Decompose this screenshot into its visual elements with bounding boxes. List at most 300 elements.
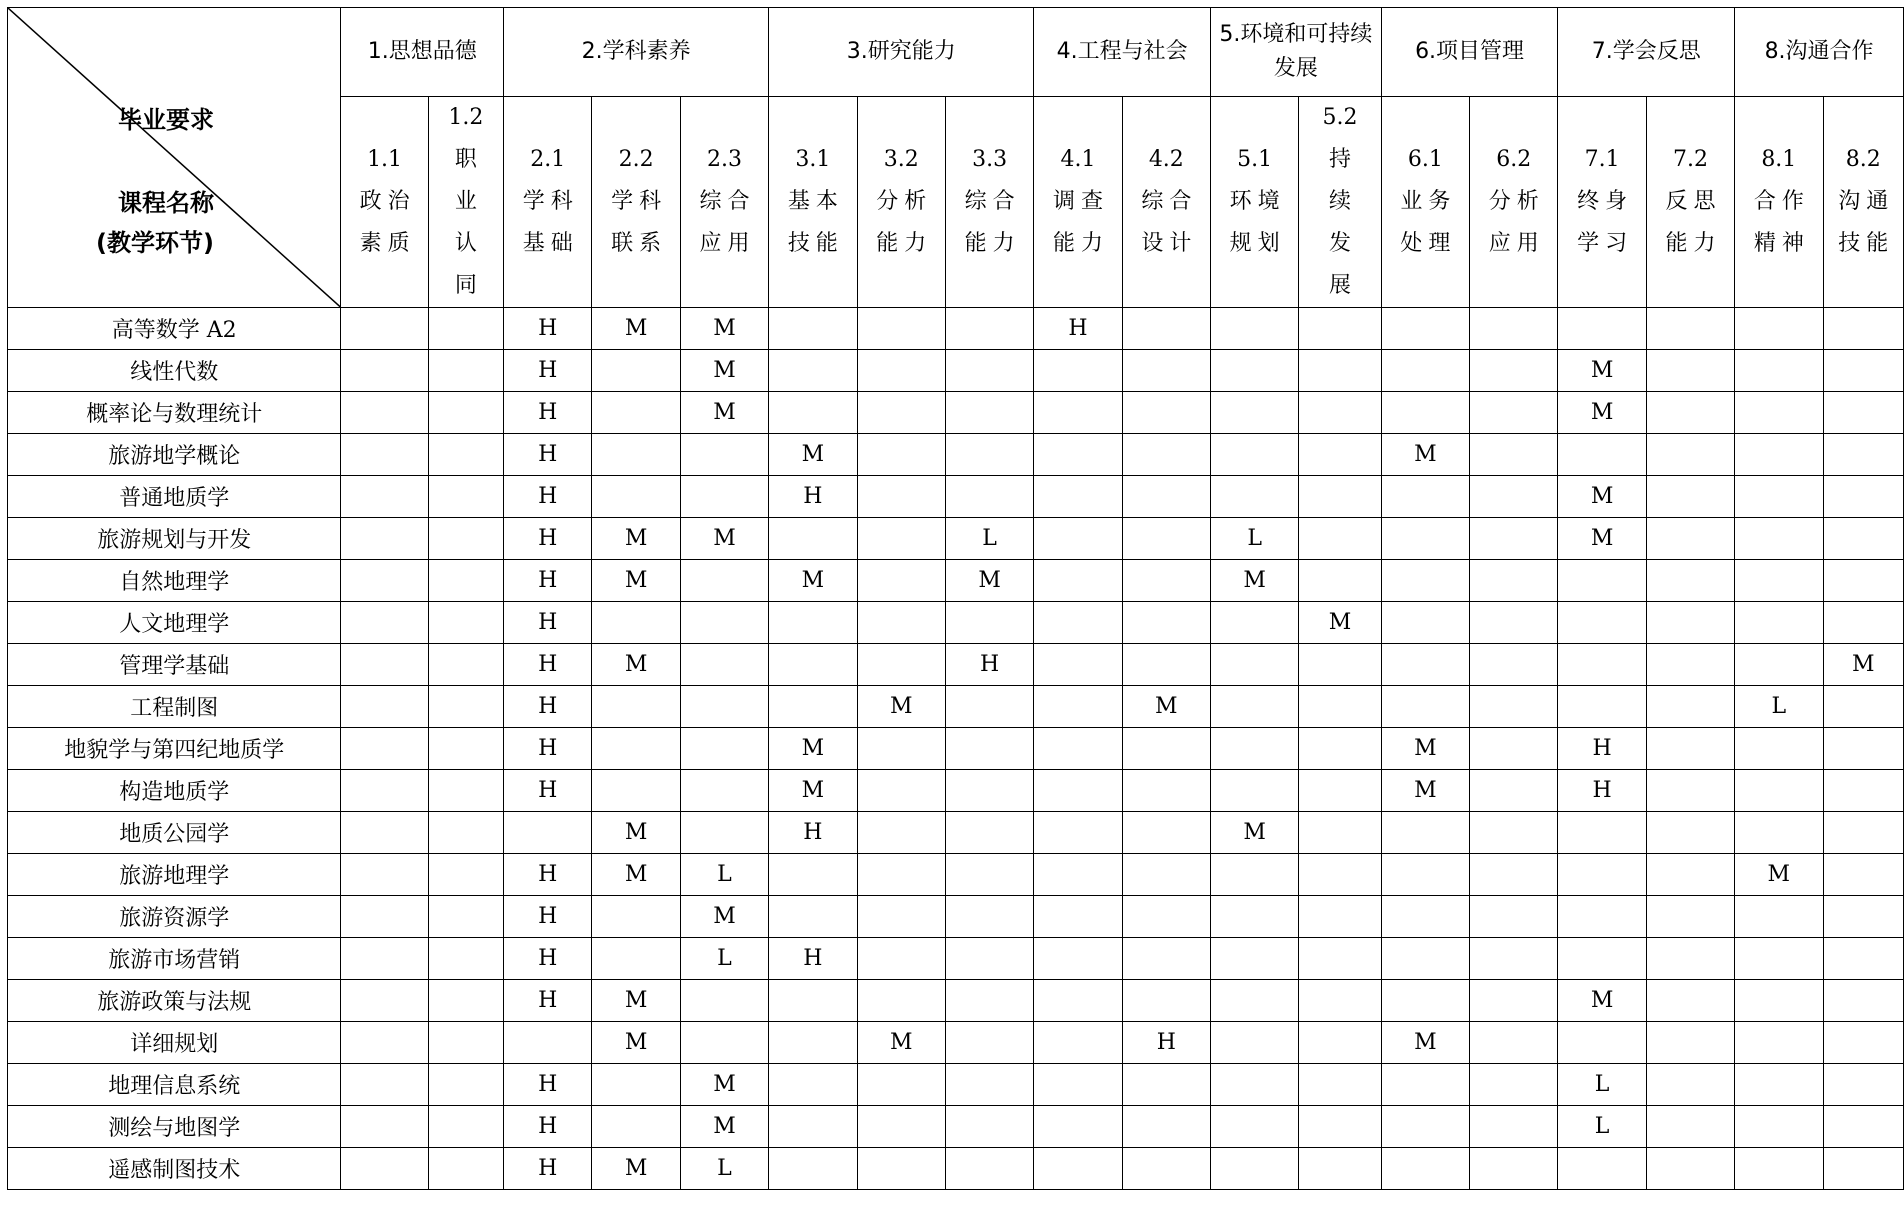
sub-requirement-code: 5.1 [1237,147,1273,172]
support-level-cell [1299,854,1381,896]
sub-requirement-name-part: 规划 [1229,231,1286,256]
sub-requirement-name-part: 基础 [522,231,579,256]
support-level-cell [341,602,428,644]
table-row [8,770,1904,812]
support-level-cell [769,308,857,350]
support-level-cell [1823,980,1904,1022]
support-level-cell [1211,434,1299,476]
support-level-cell [680,1022,768,1064]
support-level-cell [1735,308,1823,350]
sub-requirement-header [1646,97,1734,308]
support-level-cell: H [504,308,592,350]
sub-requirement-name-part: 展 [1329,273,1358,298]
support-level-cell [1823,308,1904,350]
support-level-cell [1558,560,1646,602]
support-level-cell [945,770,1033,812]
support-level-cell [1470,1148,1558,1190]
support-level-cell [1646,1148,1734,1190]
support-level-cell [1211,1022,1299,1064]
course-name-cell: 旅游地理学 [8,854,341,896]
requirement-group-header: 1.思想品德 [341,8,504,97]
sub-requirement-code: 6.1 [1407,147,1443,172]
table-row [8,308,1904,350]
support-level-cell [1299,644,1381,686]
table-row [8,728,1904,770]
sub-requirement-code: 1.1 [367,147,403,172]
table-row [8,1106,1904,1148]
support-level-cell [1122,392,1210,434]
table-row [8,518,1904,560]
support-level-cell [1122,1106,1210,1148]
support-level-cell [1646,392,1734,434]
support-level-cell [1299,1022,1381,1064]
support-level-cell [1735,1064,1823,1106]
table-row [8,896,1904,938]
support-level-cell [1299,938,1381,980]
support-level-cell [592,770,680,812]
table-row [8,476,1904,518]
support-level-cell [1034,602,1122,644]
support-level-cell [1558,686,1646,728]
support-level-cell [945,854,1033,896]
support-level-cell [1646,1022,1734,1064]
table-row [8,644,1904,686]
support-level-cell [428,518,503,560]
sub-requirement-name-part: 学科 [611,189,668,214]
support-level-cell [1558,938,1646,980]
support-level-cell [1299,518,1381,560]
sub-requirement-header [341,97,428,308]
support-level-cell [1122,1148,1210,1190]
support-level-cell [1381,350,1469,392]
course-name-cell: 地理信息系统 [8,1064,341,1106]
support-level-cell [680,686,768,728]
support-level-cell [428,1022,503,1064]
table-row [8,602,1904,644]
support-level-cell [1558,602,1646,644]
support-level-cell: M [1558,392,1646,434]
support-level-cell [1299,686,1381,728]
support-level-cell [1381,476,1469,518]
support-level-cell [1122,434,1210,476]
support-level-cell [945,476,1033,518]
support-level-cell [857,1148,945,1190]
support-level-cell [945,686,1033,728]
support-level-cell [341,1022,428,1064]
support-level-cell [341,812,428,854]
sub-requirement-name-part: 综合 [964,189,1021,214]
sub-requirement-name-part: 能力 [964,231,1021,256]
support-level-cell [857,434,945,476]
support-level-cell [1381,1064,1469,1106]
sub-requirement-header [1470,97,1558,308]
support-level-cell [341,518,428,560]
support-level-cell [1735,560,1823,602]
support-level-cell [945,308,1033,350]
support-level-cell [1299,1148,1381,1190]
support-level-cell [592,1106,680,1148]
support-level-cell [1299,812,1381,854]
support-level-cell [1735,476,1823,518]
support-level-cell [1646,896,1734,938]
sub-requirement-name-part: 环境 [1229,189,1286,214]
support-level-cell: M [680,350,768,392]
course-name-cell: 旅游政策与法规 [8,980,341,1022]
course-name-cell: 构造地质学 [8,770,341,812]
sub-requirement-code: 7.2 [1672,147,1708,172]
support-level-cell [1823,770,1904,812]
requirement-group-header: 2.学科素养 [504,8,769,97]
sub-requirement-name-part: 能力 [876,231,933,256]
support-level-cell [341,1148,428,1190]
sub-requirement-name-part: 终身 [1577,189,1634,214]
support-level-cell [945,434,1033,476]
support-level-cell [1381,1106,1469,1148]
support-level-cell [428,1106,503,1148]
support-level-cell [428,1148,503,1190]
support-level-cell: M [680,308,768,350]
support-level-cell [769,392,857,434]
table-row [8,1148,1904,1190]
support-level-cell: M [592,1148,680,1190]
support-level-cell [1381,602,1469,644]
support-level-cell [1646,770,1734,812]
support-level-cell: M [1122,686,1210,728]
sub-requirement-code: 3.3 [972,147,1008,172]
course-name-cell: 旅游市场营销 [8,938,341,980]
support-level-cell [1470,1022,1558,1064]
support-level-cell [945,602,1033,644]
support-level-cell [1735,644,1823,686]
sub-requirement-header [1034,97,1122,308]
sub-requirement-code: 3.2 [883,147,919,172]
support-level-cell [428,812,503,854]
support-level-cell: M [680,518,768,560]
support-level-cell [1381,896,1469,938]
support-level-cell: M [769,560,857,602]
support-level-cell [1211,854,1299,896]
support-level-cell [1735,1106,1823,1148]
support-level-cell: H [769,476,857,518]
support-level-cell [341,476,428,518]
support-level-cell [857,854,945,896]
support-level-cell [945,980,1033,1022]
support-level-cell [1381,308,1469,350]
support-level-cell [1823,350,1904,392]
support-level-cell [1646,602,1734,644]
table-row [8,434,1904,476]
support-level-cell [428,980,503,1022]
support-level-cell [1470,434,1558,476]
support-level-cell [769,350,857,392]
support-level-cell [1470,1106,1558,1148]
support-level-cell: H [1558,770,1646,812]
support-level-cell [1211,686,1299,728]
support-level-cell [1646,854,1734,896]
support-level-cell [1122,308,1210,350]
support-level-cell [945,1064,1033,1106]
support-level-cell [1470,644,1558,686]
support-level-cell: L [680,1148,768,1190]
sub-requirement-name-part: 调查 [1052,189,1109,214]
support-level-cell [1646,476,1734,518]
support-level-cell [1211,728,1299,770]
support-level-cell: L [1558,1064,1646,1106]
course-name-cell: 地质公园学 [8,812,341,854]
support-level-cell [1381,812,1469,854]
sub-requirement-name-part: 沟通 [1838,189,1895,214]
support-level-cell [1211,980,1299,1022]
support-level-cell [769,1106,857,1148]
sub-requirement-header [1122,97,1210,308]
support-level-cell [1735,434,1823,476]
support-level-cell: M [1381,1022,1469,1064]
table-row [8,392,1904,434]
support-level-cell [1211,602,1299,644]
support-level-cell: M [769,728,857,770]
sub-requirement-header [1299,97,1381,308]
support-level-cell [1823,602,1904,644]
support-level-cell [1735,350,1823,392]
sub-requirement-header [1823,97,1904,308]
support-level-cell [1470,1064,1558,1106]
sub-requirement-code: 2.3 [706,147,742,172]
support-level-cell [857,392,945,434]
support-level-cell [341,770,428,812]
support-level-cell: M [1381,434,1469,476]
support-level-cell: M [1823,644,1904,686]
sub-requirement-name-part: 处理 [1400,231,1457,256]
support-level-cell [1823,1064,1904,1106]
course-name-cell: 高等数学 A2 [8,308,341,350]
support-level-cell: M [857,686,945,728]
support-level-cell [1735,602,1823,644]
sub-requirement-code: 8.2 [1845,147,1881,172]
support-level-cell [1211,308,1299,350]
support-level-cell: H [504,392,592,434]
support-level-cell [1122,812,1210,854]
sub-requirement-name-part: 能力 [1665,231,1722,256]
support-level-cell [945,812,1033,854]
support-level-cell [1299,980,1381,1022]
requirement-group-header: 6.项目管理 [1381,8,1558,97]
support-level-cell [1381,560,1469,602]
support-level-cell: M [680,392,768,434]
support-level-cell: L [1558,1106,1646,1148]
support-level-cell: M [592,644,680,686]
support-level-cell [680,770,768,812]
support-level-cell [1558,1148,1646,1190]
support-level-cell: H [504,1106,592,1148]
support-level-cell: M [1381,770,1469,812]
support-level-cell [680,560,768,602]
support-level-cell: H [504,938,592,980]
sub-requirement-name-part: 持 [1329,147,1358,172]
support-level-cell [1558,1022,1646,1064]
support-level-cell [1823,728,1904,770]
support-level-cell [1823,560,1904,602]
course-name-cell: 遥感制图技术 [8,1148,341,1190]
support-level-cell [1558,644,1646,686]
support-level-cell [341,980,428,1022]
support-level-cell: M [592,308,680,350]
support-level-cell [341,1106,428,1148]
support-level-cell: M [1558,350,1646,392]
support-level-cell [1122,602,1210,644]
course-name-cell: 旅游规划与开发 [8,518,341,560]
support-level-cell [680,980,768,1022]
support-level-cell [680,644,768,686]
support-level-cell [1299,476,1381,518]
support-level-cell [1735,812,1823,854]
support-level-cell [680,476,768,518]
diagonal-line [8,8,340,307]
requirement-group-header: 8.沟通合作 [1735,8,1904,97]
support-level-cell: H [769,938,857,980]
support-level-cell: H [504,518,592,560]
sub-requirement-name-part: 应用 [699,231,756,256]
support-level-cell [1034,812,1122,854]
support-level-cell [1823,518,1904,560]
sub-requirement-name-part: 续 [1329,189,1358,214]
sub-requirement-name-part: 联系 [611,231,668,256]
support-level-cell: H [504,686,592,728]
support-level-cell [1381,392,1469,434]
sub-requirement-code: 4.2 [1148,147,1184,172]
support-level-cell [1735,518,1823,560]
course-name-cell: 旅游地学概论 [8,434,341,476]
support-level-cell [857,602,945,644]
sub-requirement-name-part: 技能 [787,231,844,256]
table-row [8,560,1904,602]
support-level-cell [1646,1064,1734,1106]
support-level-cell [1211,476,1299,518]
sub-requirement-name-part: 分析 [876,189,933,214]
support-level-cell [680,602,768,644]
support-level-cell: M [1558,518,1646,560]
course-axis-label: 课程名称 [118,189,214,217]
support-level-cell [857,1064,945,1106]
support-level-cell [769,686,857,728]
support-level-cell: M [1299,602,1381,644]
support-level-cell [1470,728,1558,770]
support-level-cell [857,770,945,812]
support-level-cell [1470,938,1558,980]
support-level-cell [1034,980,1122,1022]
support-level-cell [1299,770,1381,812]
support-level-cell [428,770,503,812]
sub-requirement-header [945,97,1033,308]
support-level-cell [1034,560,1122,602]
sub-requirement-name-part: 分析 [1488,189,1545,214]
matrix-table [7,7,1904,1190]
support-level-cell [341,854,428,896]
support-level-cell [428,644,503,686]
sub-requirement-code: 2.2 [618,147,654,172]
support-level-cell: M [769,434,857,476]
support-level-cell [1122,518,1210,560]
support-level-cell [428,560,503,602]
support-level-cell: M [592,854,680,896]
support-level-cell [504,1022,592,1064]
support-level-cell [428,686,503,728]
sub-requirement-name-part: 同 [454,273,483,298]
support-level-cell [1122,938,1210,980]
support-level-cell [680,728,768,770]
support-level-cell [1470,686,1558,728]
support-level-cell [341,938,428,980]
support-level-cell [857,350,945,392]
support-level-cell: L [1211,518,1299,560]
support-level-cell [857,476,945,518]
sub-requirement-name-part: 精神 [1753,231,1810,256]
support-level-cell: H [504,770,592,812]
support-level-cell [1122,728,1210,770]
course-name-cell: 管理学基础 [8,644,341,686]
support-level-cell [1299,350,1381,392]
support-level-cell [945,350,1033,392]
support-level-cell [428,350,503,392]
sub-requirement-name-part: 技能 [1838,231,1895,256]
support-level-cell [857,1106,945,1148]
support-level-cell [1381,980,1469,1022]
support-level-cell: H [504,476,592,518]
support-level-cell [1558,812,1646,854]
support-level-cell: M [1211,560,1299,602]
support-level-cell [857,644,945,686]
sub-requirement-name-part: 应用 [1488,231,1545,256]
sub-requirement-name-part: 认 [454,231,483,256]
support-level-cell: M [592,1022,680,1064]
support-level-cell [1558,308,1646,350]
table-row [8,686,1904,728]
support-level-cell: M [592,560,680,602]
course-name-cell: 工程制图 [8,686,341,728]
support-level-cell [1646,518,1734,560]
support-level-cell: M [1558,980,1646,1022]
support-level-cell [1558,434,1646,476]
course-name-cell: 测绘与地图学 [8,1106,341,1148]
support-level-cell [1646,644,1734,686]
support-level-cell [945,1022,1033,1064]
support-level-cell: M [1735,854,1823,896]
support-level-cell [1211,1148,1299,1190]
support-level-cell: M [592,518,680,560]
support-level-cell [945,392,1033,434]
support-level-cell [592,602,680,644]
support-level-cell: H [1034,308,1122,350]
sub-requirement-header [769,97,857,308]
support-level-cell [1299,392,1381,434]
support-level-cell [1299,1064,1381,1106]
support-level-cell [769,980,857,1022]
support-level-cell [1823,1148,1904,1190]
table-row [8,812,1904,854]
support-level-cell [341,728,428,770]
support-level-cell [592,1064,680,1106]
support-level-cell [1823,1022,1904,1064]
support-level-cell [592,350,680,392]
support-level-cell [1299,896,1381,938]
sub-requirement-name-part: 学科 [522,189,579,214]
sub-requirement-name-part: 综合 [699,189,756,214]
support-level-cell [428,308,503,350]
table-row [8,980,1904,1022]
support-level-cell [428,1064,503,1106]
sub-requirement-name-part: 合作 [1753,189,1810,214]
support-level-cell [1823,392,1904,434]
requirement-group-row [8,8,1904,97]
